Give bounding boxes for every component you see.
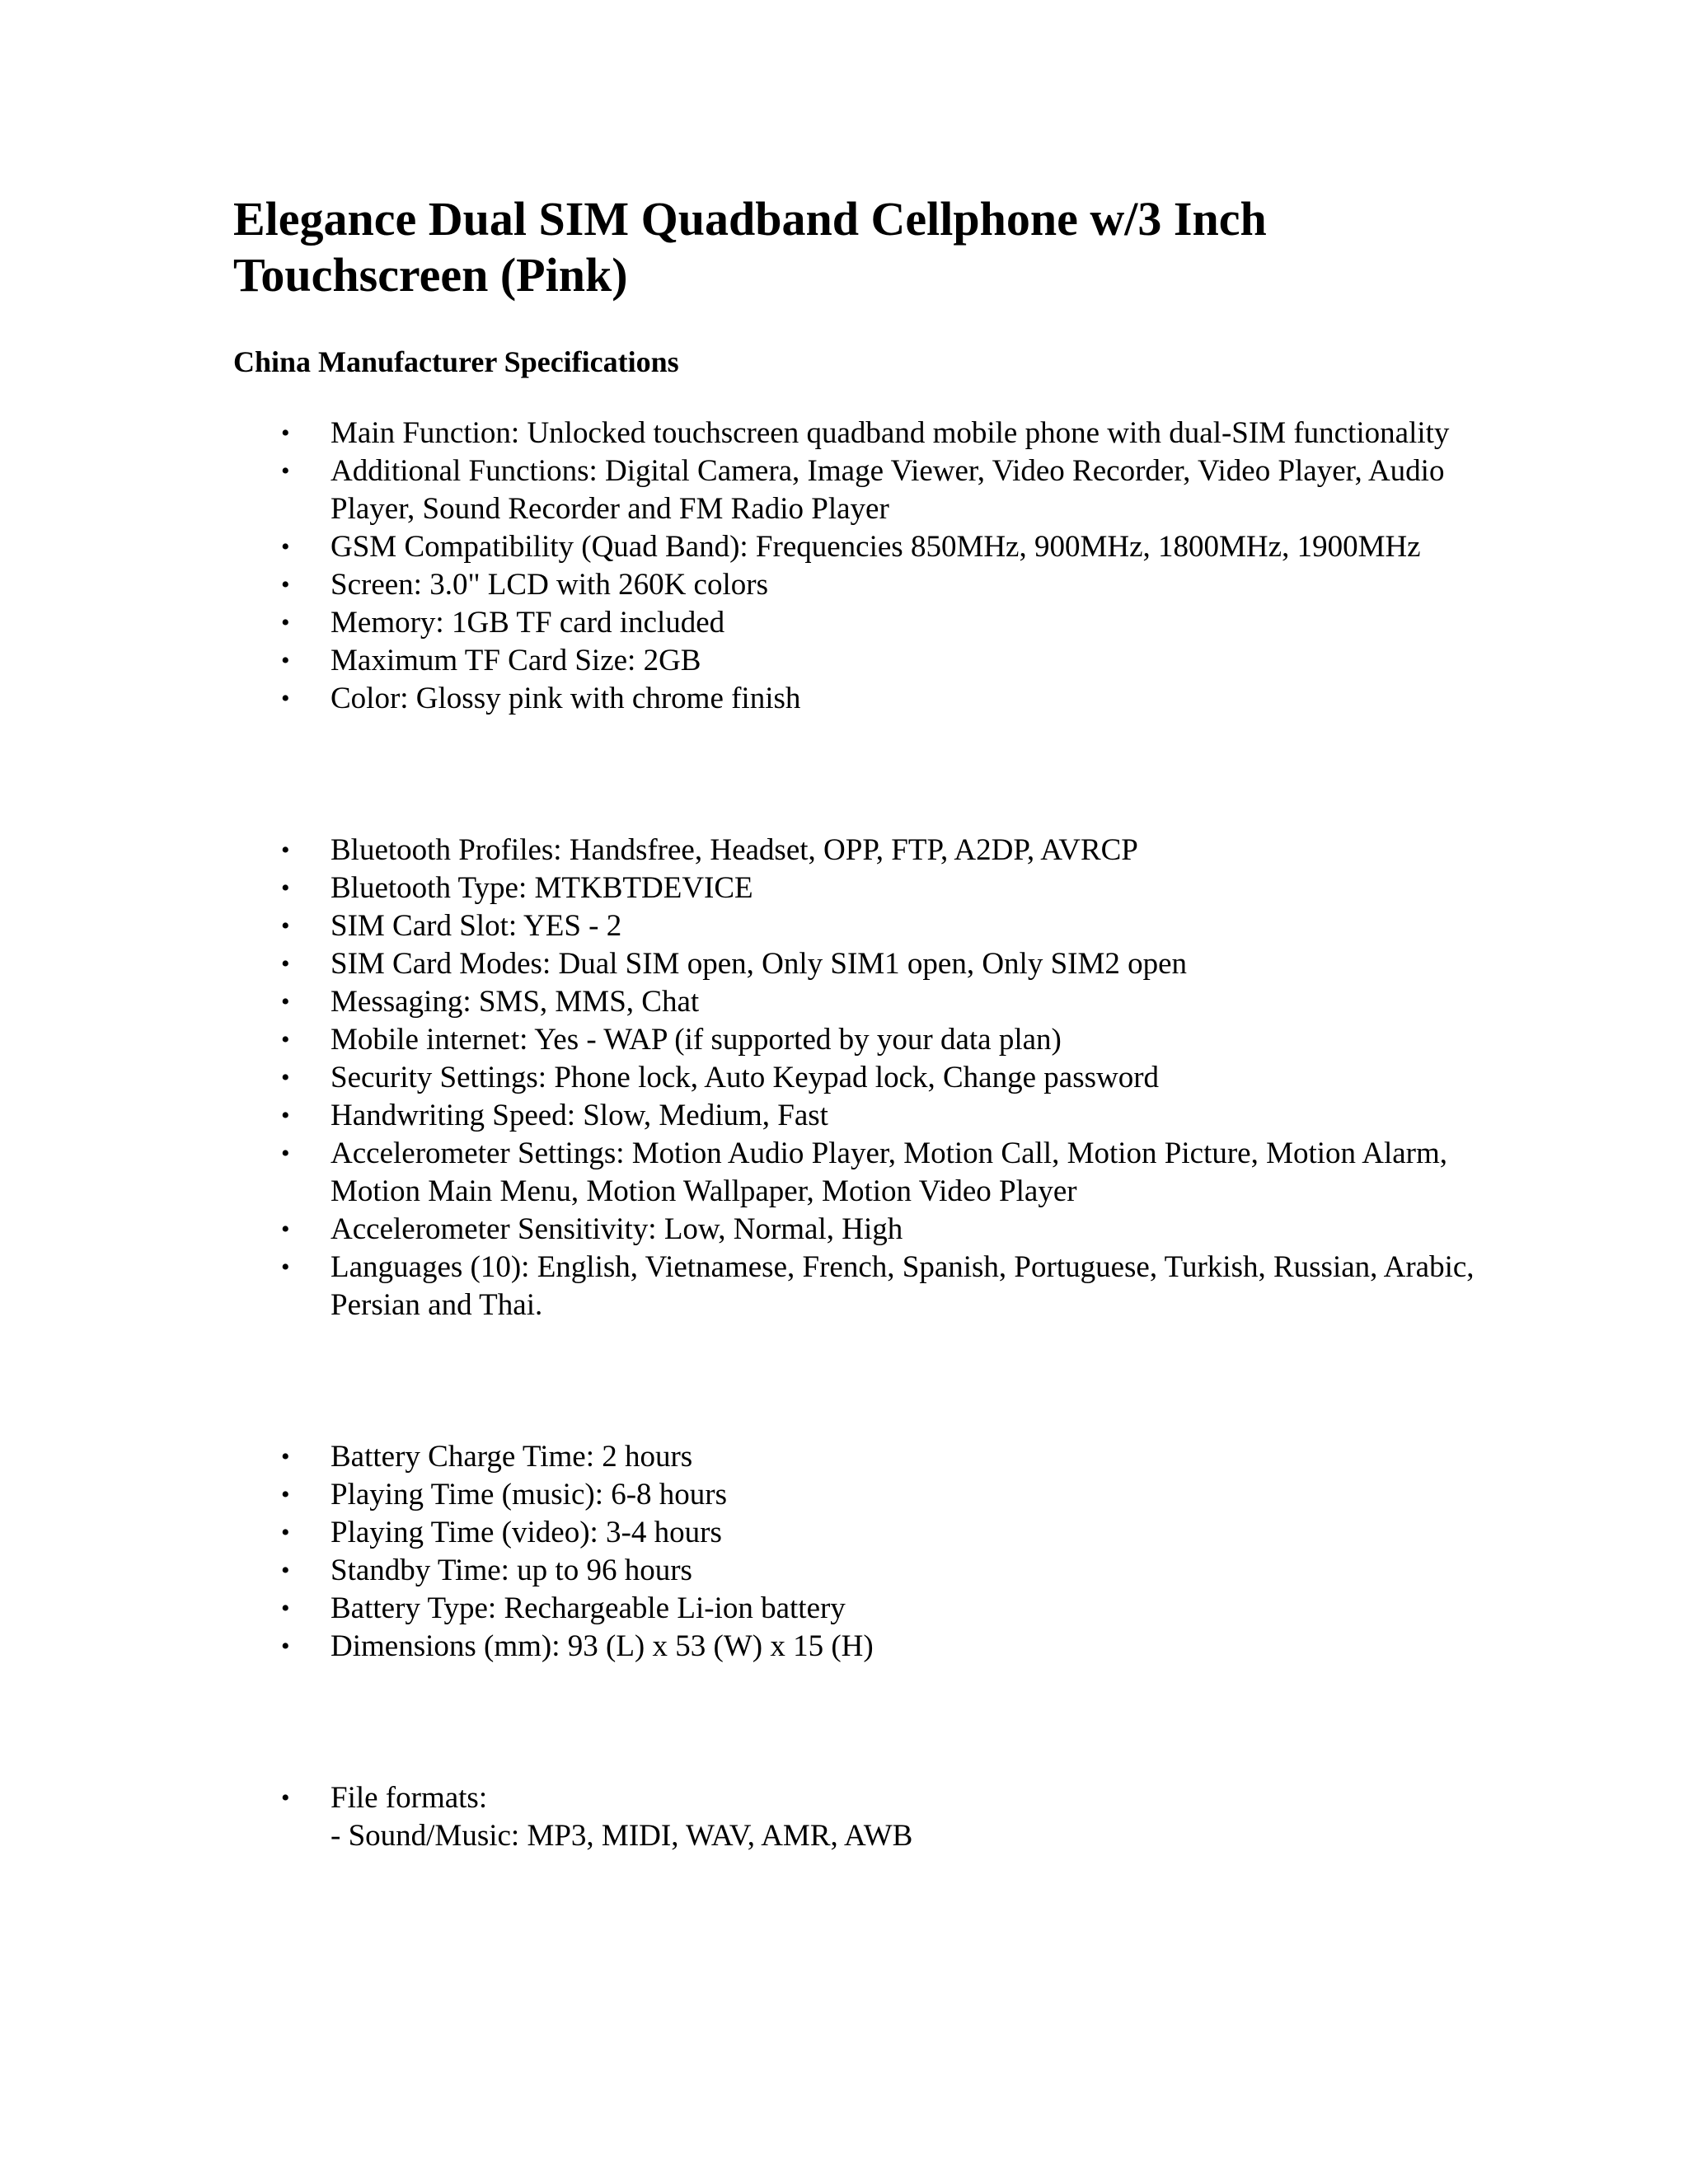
list-item-text: Additional Functions: Digital Camera, Image Viewer, Video Recorder, Video Player, Audio Player, Sound Recorder and FM Radio Player (331, 454, 1445, 526)
bullet-icon: • (281, 419, 290, 447)
list-item (233, 415, 1476, 452)
list-item-text: SIM Card Modes: Dual SIM open, Only SIM1 open, Only SIM2 open (331, 947, 1188, 981)
bullet-icon: • (281, 1595, 290, 1622)
list-item-text: Screen: 3.0" LCD with 260K colors (331, 568, 768, 602)
list-item-text: Accelerometer Settings: Motion Audio Player, Motion Call, Motion Picture, Motion Alarm, Motion Main Menu, Motion Wallpaper, Motion Video Player (331, 1137, 1448, 1208)
bullet-icon: • (281, 457, 290, 485)
bullet-icon: • (281, 1481, 290, 1508)
list-item-text: Standby Time: up to 96 hours (331, 1554, 692, 1587)
list-item (233, 1476, 1476, 1514)
list-item (233, 566, 1476, 604)
document-page (233, 191, 1475, 1855)
bullet-icon: • (281, 950, 290, 977)
list-item (233, 604, 1476, 642)
bullet-icon: • (281, 1443, 290, 1470)
list-item-text: Maximum TF Card Size: 2GB (331, 644, 701, 677)
list-item (233, 1097, 1476, 1135)
list-item-text: Messaging: SMS, MMS, Chat (331, 985, 700, 1019)
bullet-icon: • (281, 988, 290, 1015)
bullet-icon: • (281, 1254, 290, 1281)
list-item-text: GSM Compatibility (Quad Band): Frequencies 850MHz, 900MHz, 1800MHz, 1900MHz (331, 530, 1421, 564)
list-item-text: Security Settings: Phone lock, Auto Keypad lock, Change password (331, 1061, 1160, 1094)
bullet-icon: • (281, 1140, 290, 1167)
bullet-icon: • (281, 1784, 290, 1811)
list-item-text: Languages (10): English, Vietnamese, French, Spanish, Portuguese, Turkish, Russian, Arabic, Persian and Thai. (331, 1250, 1475, 1322)
list-item (233, 832, 1476, 869)
list-item-text: Handwriting Speed: Slow, Medium, Fast (331, 1099, 828, 1132)
list-item (233, 1135, 1476, 1211)
spec-list-general (233, 415, 1470, 718)
bullet-icon: • (281, 1633, 290, 1660)
list-sub-item-text: - Sound/Music: MP3, MIDI, WAV, AMR, AWB (331, 1819, 913, 1853)
bullet-icon: • (281, 1216, 290, 1243)
bullet-icon: • (281, 1519, 290, 1546)
list-item-text: File formats: (331, 1781, 488, 1815)
bullet-icon: • (281, 1557, 290, 1584)
list-item-text: Playing Time (music): 6-8 hours (331, 1478, 728, 1511)
bullet-icon: • (281, 609, 290, 636)
list-item (233, 528, 1476, 566)
list-item (233, 1514, 1476, 1552)
list-item (233, 642, 1476, 680)
bullet-icon: • (281, 1064, 290, 1091)
list-item-text: Dimensions (mm): 93 (L) x 53 (W) x 15 (H) (331, 1629, 874, 1663)
list-item (233, 1628, 1476, 1666)
bullet-icon: • (281, 874, 290, 902)
bullet-icon: • (281, 912, 290, 940)
list-item-text: Accelerometer Sensitivity: Low, Normal, High (331, 1212, 903, 1246)
list-item (233, 1249, 1476, 1324)
list-item (233, 1438, 1476, 1476)
list-item (233, 983, 1476, 1021)
document-title: Elegance Dual SIM Quadband Cellphone w/3 Inch Touchscreen (Pink) (233, 192, 1267, 302)
list-item (233, 452, 1476, 528)
spec-list-file-formats (233, 1779, 1470, 1855)
list-item (233, 869, 1476, 907)
bullet-icon: • (281, 571, 290, 598)
bullet-icon: • (281, 685, 290, 712)
list-item-text: Battery Type: Rechargeable Li-ion battery (331, 1591, 846, 1625)
spec-list-battery (233, 1438, 1470, 1666)
list-item-text: Bluetooth Type: MTKBTDEVICE (331, 871, 753, 905)
bullet-icon: • (281, 1026, 290, 1053)
list-item-text: Battery Charge Time: 2 hours (331, 1440, 693, 1474)
list-item (233, 1021, 1476, 1059)
list-item (233, 907, 1476, 945)
list-item-text: Color: Glossy pink with chrome finish (331, 682, 801, 715)
list-item (233, 1059, 1476, 1097)
document-subtitle: China Manufacturer Specifications (233, 345, 679, 378)
list-item (233, 1590, 1476, 1628)
list-item-text: SIM Card Slot: YES - 2 (331, 909, 622, 943)
list-item-text: Main Function: Unlocked touchscreen quadband mobile phone with dual-SIM functionality (331, 416, 1450, 450)
list-item (233, 1552, 1476, 1590)
bullet-icon: • (281, 533, 290, 560)
list-item (233, 680, 1476, 718)
list-item (233, 945, 1476, 983)
list-item-text: Mobile internet: Yes - WAP (if supported by your data plan) (331, 1023, 1062, 1057)
list-item (233, 1211, 1476, 1249)
spec-list-connectivity (233, 832, 1475, 1324)
list-item-text: Memory: 1GB TF card included (331, 606, 725, 640)
bullet-icon: • (281, 1102, 290, 1129)
list-item (233, 1779, 1476, 1855)
bullet-icon: • (281, 647, 290, 674)
bullet-icon: • (281, 837, 290, 864)
list-item-text: Bluetooth Profiles: Handsfree, Headset, OPP, FTP, A2DP, AVRCP (331, 833, 1138, 867)
list-item-text: Playing Time (video): 3-4 hours (331, 1516, 722, 1549)
